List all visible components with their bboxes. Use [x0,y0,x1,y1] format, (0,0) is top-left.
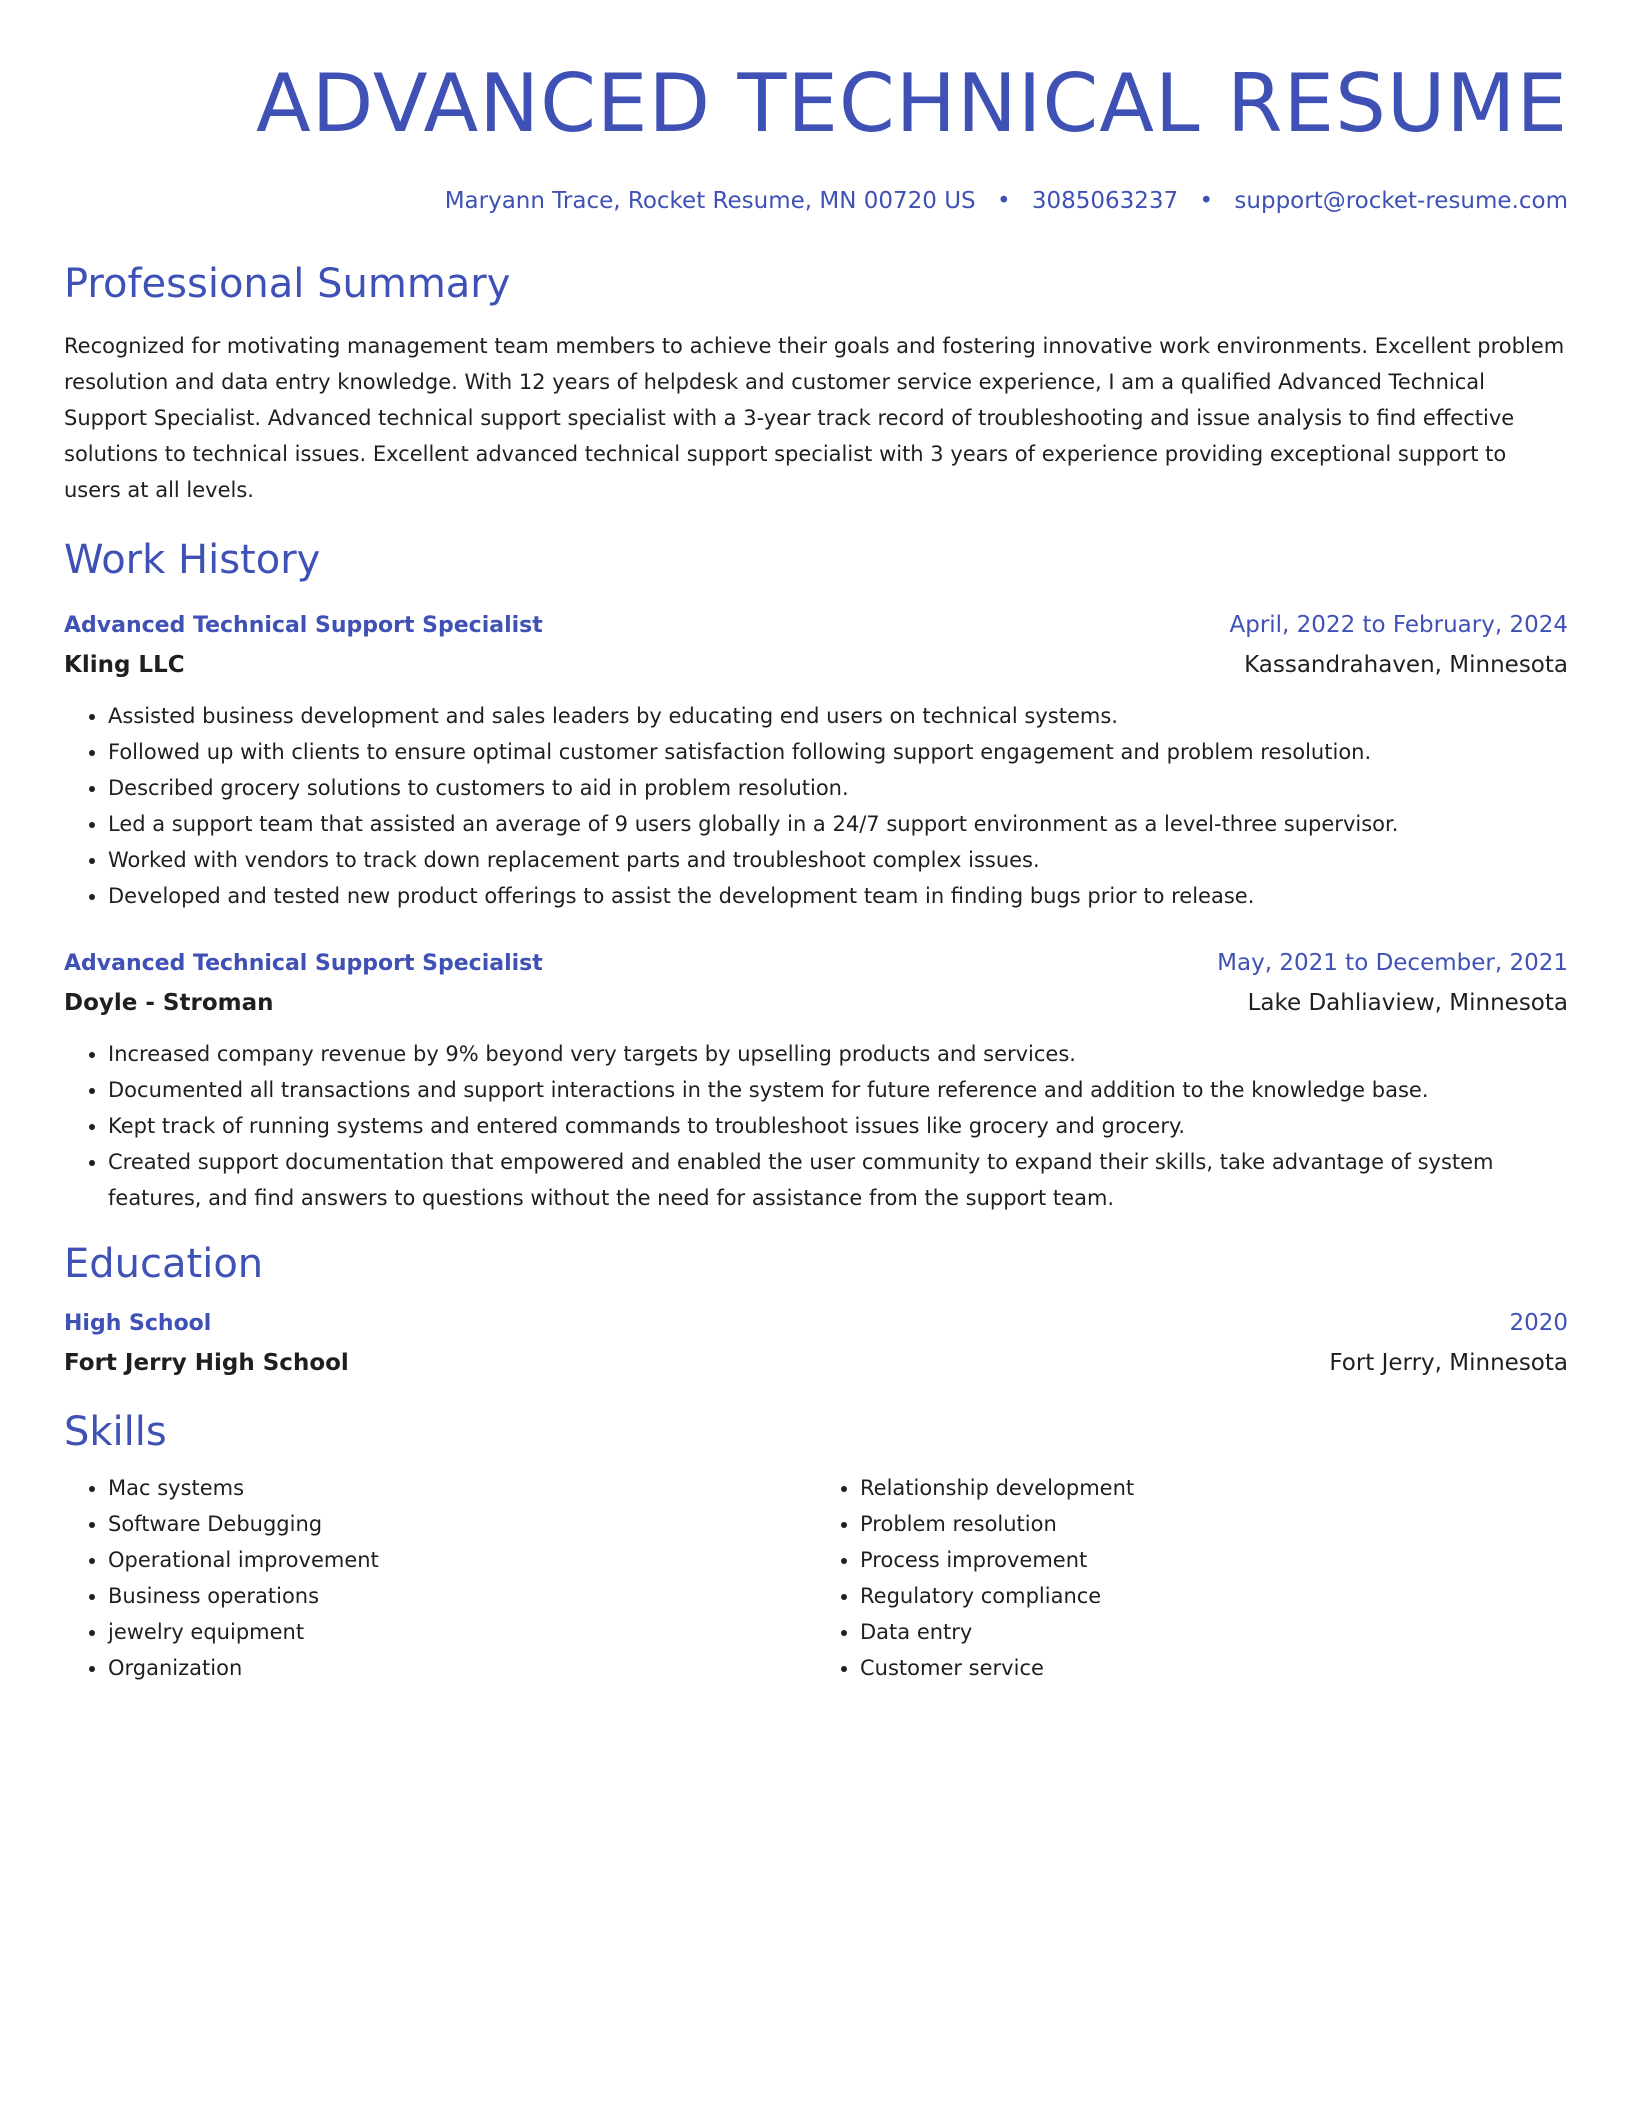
education-school-row [64,1339,1568,1378]
skills-columns [64,1470,1568,1686]
job-dates: May, 2021 to December, 2021 [1217,950,1568,976]
job-bullet: • Followed up with clients to ensure optimal customer satisfaction following support engagement and problem resolution. [108,734,1568,770]
job-company: Kling LLC [64,652,185,678]
job-bullet: • Created support documentation that empowered and enabled the user community to expand their skills, take advantage of system features, and find answers to questions without the need for assistance from the support team. [108,1144,1568,1216]
contact-separator: • [996,188,1011,214]
skills-heading: Skills [64,1409,167,1455]
job-header-row [64,610,1568,641]
resume-title: ADVANCED TECHNICAL RESUME [255,57,1568,150]
skills-right-list [816,1470,1568,1686]
contact-email: support@rocket-resume.com [1234,188,1568,214]
job-bullet: • Worked with vendors to track down replacement parts and troubleshoot complex issues. [108,842,1568,878]
skill-item: • jewelry equipment [108,1614,816,1650]
summary-heading: Professional Summary [64,261,511,307]
education-heading: Education [64,1241,264,1287]
contact-phone: 3085063237 [1031,188,1179,214]
skill-item: • Data entry [860,1614,1568,1650]
skill-item: • Software Debugging [108,1506,816,1542]
job-location: Kassandrahaven, Minnesota [1244,652,1568,678]
job-entry [64,948,1568,1216]
contact-address: Maryann Trace, Rocket Resume, MN 00720 US [444,188,976,214]
job-dates: April, 2022 to February, 2024 [1229,612,1568,638]
skill-item: • Operational improvement [108,1542,816,1578]
skill-item: • Relationship development [860,1470,1568,1506]
job-company: Doyle - Stroman [64,990,274,1016]
skill-item: • Organization [108,1650,816,1686]
job-bullet: • Increased company revenue by 9% beyond very targets by upselling products and services. [108,1036,1568,1072]
education-header-row [64,1308,1568,1339]
education-school: Fort Jerry High School [64,1350,349,1376]
job-bullet: • Described grocery solutions to customers to aid in problem resolution. [108,770,1568,806]
job-company-row [64,979,1568,1018]
contact-line [64,186,1568,216]
summary-text: Recognized for motivating management team members to achieve their goals and fostering innovative work environments. Excellent problem resolution and data entry knowledge. With 12 years of helpdesk and customer service experience, I am a qualified Advanced Technical Support Specialist. Advanced technical support specialist with a 3-year track record of troubleshooting and issue analysis to find effective solutions to technical issues. Excellent advanced technical support specialist with 3 years of experience providing exceptional support to users at all levels. [64,334,1565,502]
job-location: Lake Dahliaview, Minnesota [1247,990,1568,1016]
skill-item: • Regulatory compliance [860,1578,1568,1614]
education-degree: High School [64,1311,212,1336]
contact-separator: • [1199,188,1214,214]
job-bullet: • Kept track of running systems and entered commands to troubleshoot issues like grocery and grocery. [108,1108,1568,1144]
skill-item: • Process improvement [860,1542,1568,1578]
education-year: 2020 [1509,1310,1568,1336]
job-company-row [64,641,1568,680]
work-history-heading: Work History [64,537,321,583]
education-location: Fort Jerry, Minnesota [1329,1350,1568,1376]
education-entry [64,1308,1568,1378]
job-bullet: • Documented all transactions and support interactions in the system for future reference and addition to the knowledge base. [108,1072,1568,1108]
job-bullet: • Assisted business development and sales leaders by educating end users on technical systems. [108,698,1568,734]
skill-item: • Problem resolution [860,1506,1568,1542]
job-bullet: • Led a support team that assisted an average of 9 users globally in a 24/7 support environment as a level-three supervisor. [108,806,1568,842]
job-bullet: • Developed and tested new product offerings to assist the development team in finding bugs prior to release. [108,878,1568,914]
job-title: Advanced Technical Support Specialist [64,951,543,976]
job-title: Advanced Technical Support Specialist [64,613,543,638]
job-entry [64,610,1568,914]
skill-item: • Business operations [108,1578,816,1614]
skill-item: • Mac systems [108,1470,816,1506]
skills-left-list [64,1470,816,1686]
job-header-row [64,948,1568,979]
skill-item: • Customer service [860,1650,1568,1686]
job-bullets [64,698,1568,914]
job-bullets [64,1036,1568,1216]
